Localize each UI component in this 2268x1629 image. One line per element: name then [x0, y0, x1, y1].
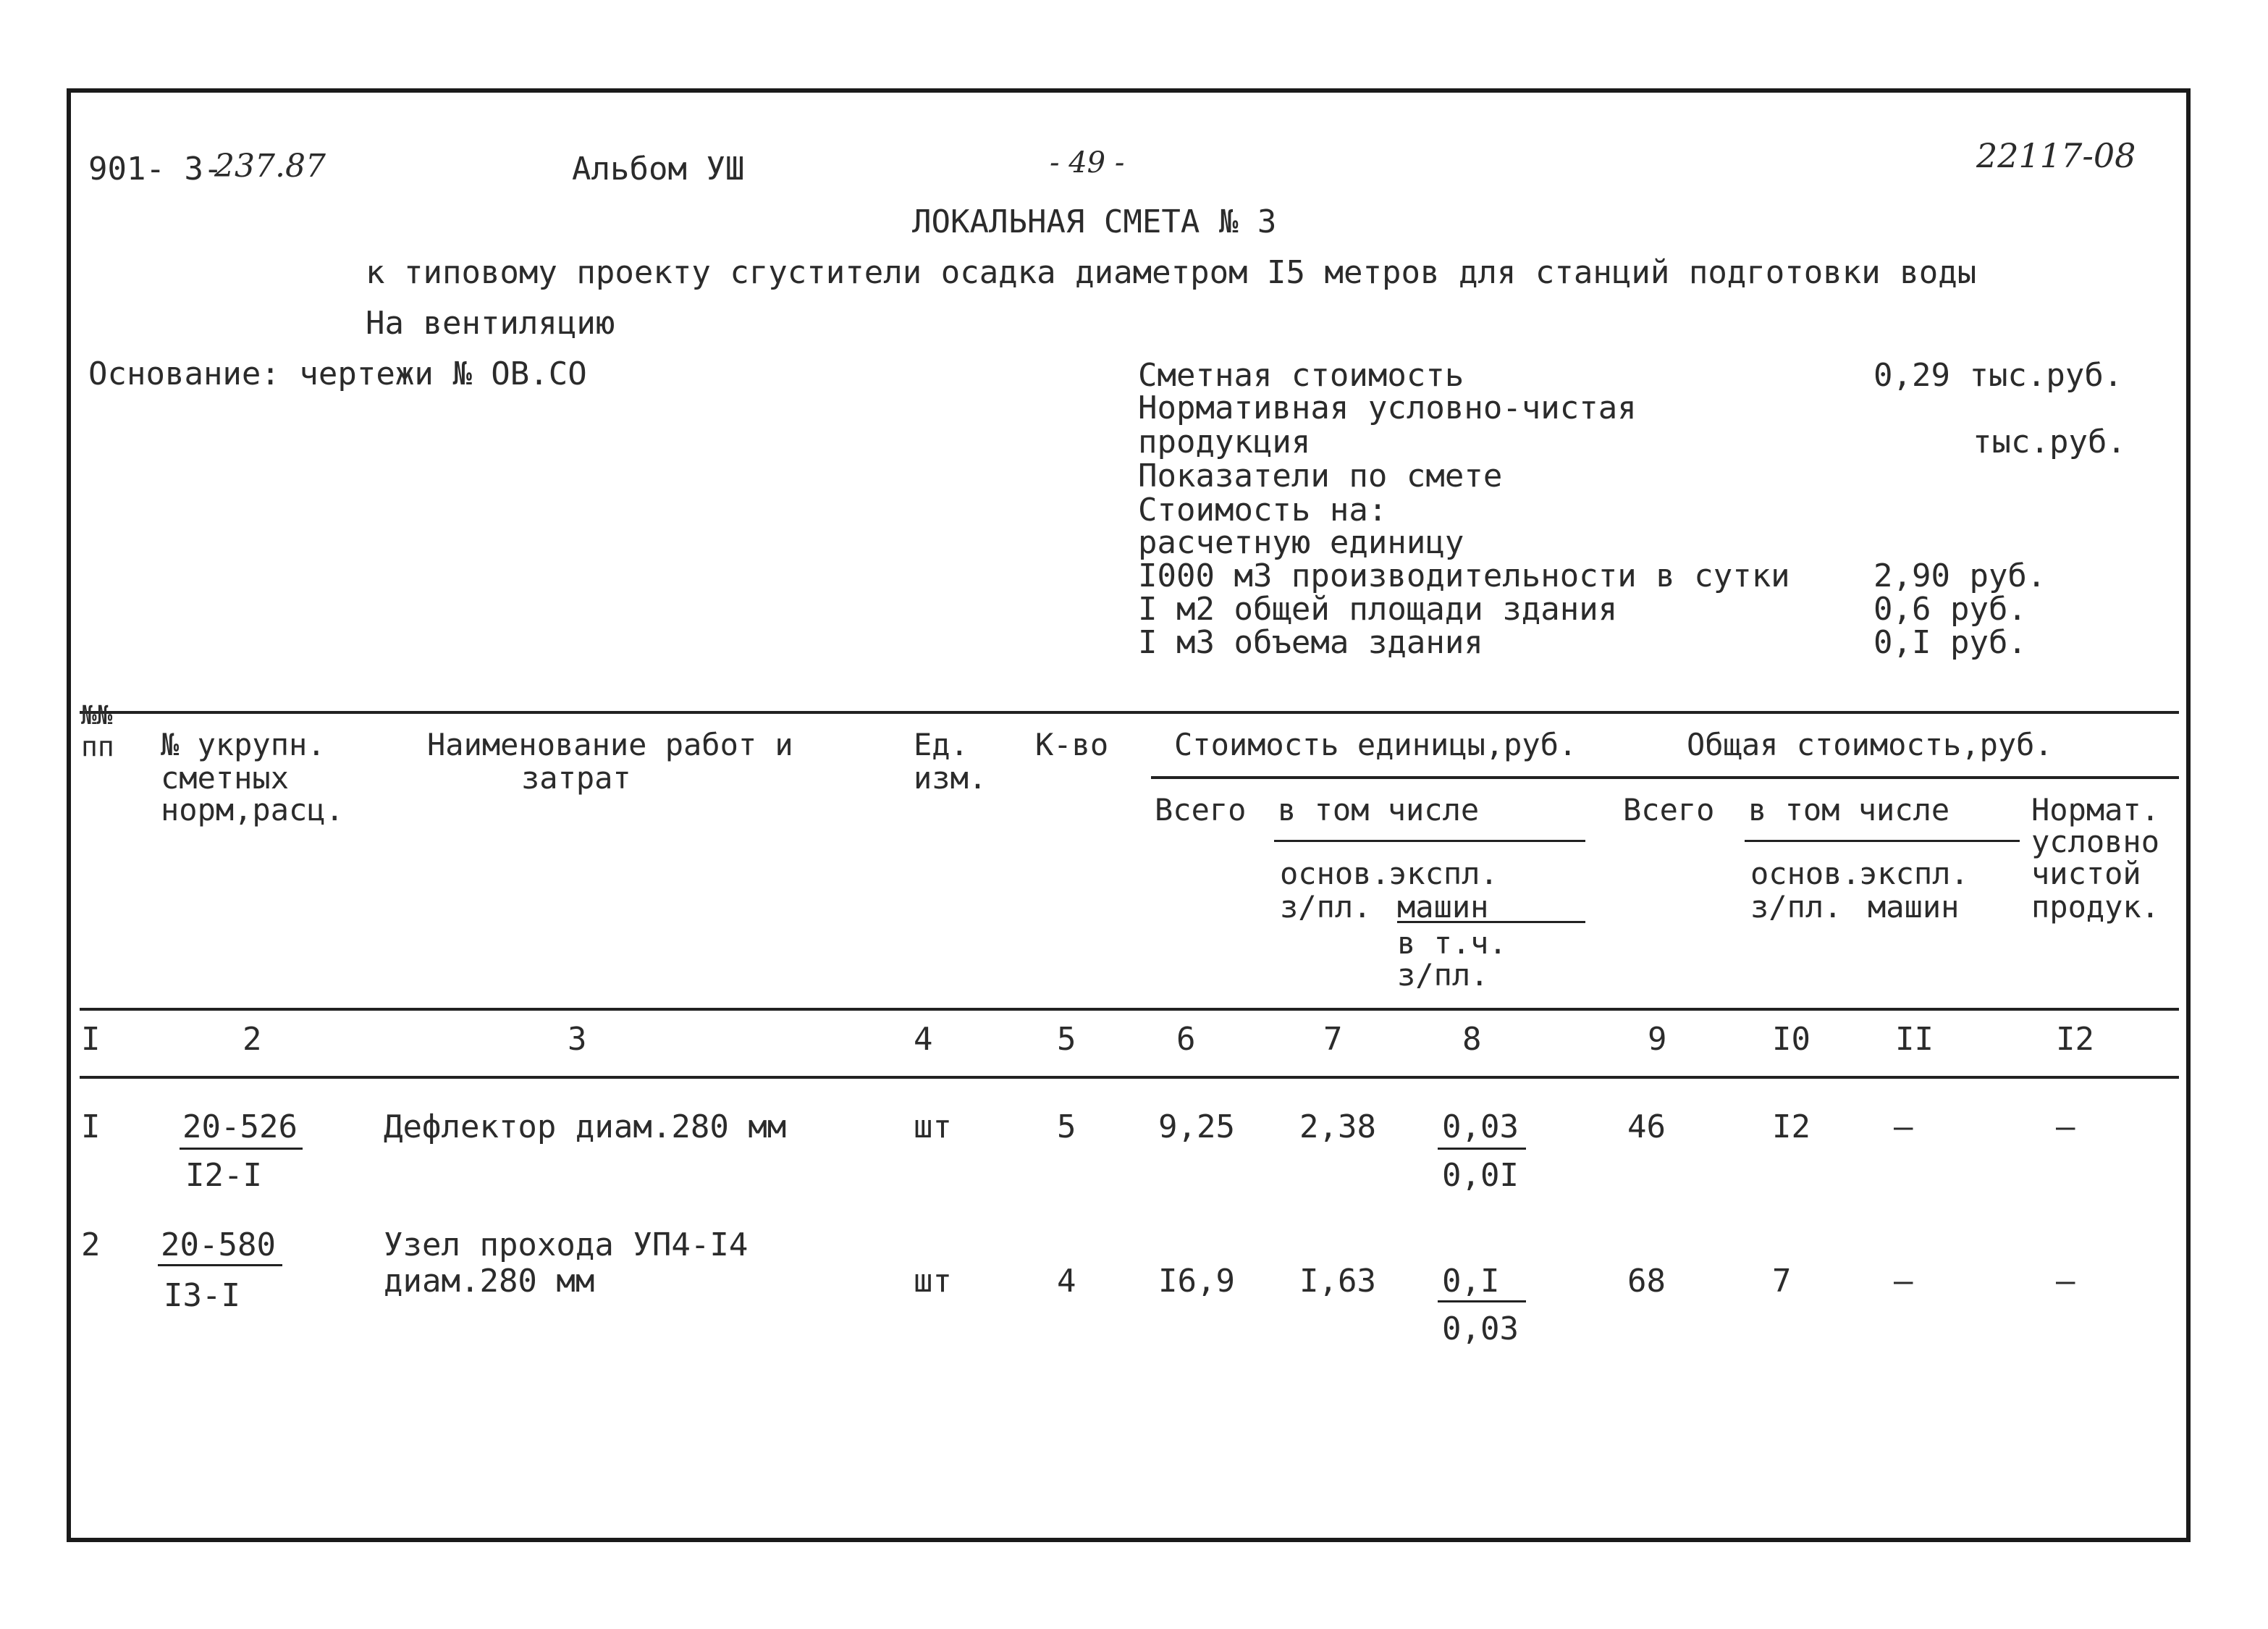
- machine-fraction-rule: [1438, 1300, 1526, 1302]
- column-number: 8: [1462, 1021, 1482, 1058]
- norm-product-header-4: продук.: [2031, 889, 2160, 925]
- total-cost-header: Общая стоимость,руб.: [1687, 727, 2053, 762]
- row-norm-bottom: I2-I: [185, 1157, 262, 1194]
- row-norm-top: 20-526: [182, 1108, 298, 1145]
- col-name-header-1: Наименование работ и: [427, 727, 793, 762]
- row-total-wage: 7: [1772, 1263, 1792, 1300]
- row-total: 46: [1627, 1108, 1666, 1145]
- normative-value: тыс.руб.: [1973, 424, 2126, 460]
- row-unit-machine: 0,03: [1442, 1108, 1519, 1145]
- row-unit-wage: 2,38: [1299, 1108, 1376, 1145]
- total-machine-header-2: машин: [1868, 889, 1960, 925]
- per-m3-label: I м3 объема здания: [1138, 624, 1483, 661]
- column-number: I: [81, 1021, 101, 1058]
- row-total-machine: –: [1894, 1108, 1913, 1145]
- unit-label: расчетную единицу: [1138, 524, 1464, 561]
- estimated-cost-value: 0,29 тыс.руб.: [1873, 357, 2123, 394]
- row-unit-wage: I,63: [1299, 1263, 1376, 1300]
- col-unit-header-1: Ед.: [914, 727, 969, 762]
- norm-fraction-rule: [158, 1264, 282, 1266]
- unit-machine-wage-header-1: в т.ч.: [1397, 925, 1507, 961]
- total-including-rule: [1745, 840, 2020, 842]
- row-qty: 5: [1057, 1108, 1076, 1145]
- row-norm-bottom: I3-I: [164, 1277, 240, 1314]
- row-name: Дефлектор диам.280 мм: [384, 1108, 787, 1145]
- row-qty: 4: [1057, 1263, 1076, 1300]
- album-label: Альбом УШ: [572, 151, 745, 188]
- row-norm-product: –: [2056, 1108, 2075, 1145]
- column-number: 2: [243, 1021, 262, 1058]
- indicators-label: Показатели по смете: [1138, 458, 1503, 494]
- per-1000m3-value: 2,90 руб.: [1873, 557, 2046, 594]
- per-m2-label: I м2 общей площади здания: [1138, 591, 1618, 628]
- unit-wage-header-2: з/пл.: [1280, 889, 1372, 925]
- unit-machine-wage-header-2: з/пл.: [1397, 957, 1489, 993]
- unit-wage-header-1: основ.: [1280, 856, 1390, 891]
- total-total-header: Всего: [1623, 792, 1715, 828]
- doc-code-handwritten: 237.87: [214, 148, 326, 185]
- column-number: 3: [568, 1021, 587, 1058]
- row-num: 2: [81, 1226, 101, 1263]
- norm-fraction-rule: [180, 1148, 303, 1150]
- unit-machine-header-1: экспл.: [1388, 856, 1498, 891]
- row-total: 68: [1627, 1263, 1666, 1300]
- row-unit-total: 9,25: [1158, 1108, 1235, 1145]
- row-norm-product: –: [2056, 1263, 2075, 1300]
- col-norm-header-1: № укрупн.: [161, 727, 326, 762]
- machine-fraction-rule: [1438, 1148, 1526, 1150]
- norm-product-header-2: условно: [2031, 824, 2160, 859]
- total-wage-header-2: з/пл.: [1750, 889, 1842, 925]
- row-name: Узел прохода УП4-I4: [384, 1226, 749, 1263]
- column-number: I0: [1772, 1021, 1810, 1058]
- row-unit-machine-wage: 0,0I: [1442, 1157, 1519, 1194]
- page-number: - 49 -: [1050, 146, 1125, 180]
- column-number: 4: [914, 1021, 933, 1058]
- column-number: 6: [1176, 1021, 1196, 1058]
- column-number: 5: [1057, 1021, 1076, 1058]
- col-unit-header-2: изм.: [914, 760, 987, 796]
- column-numbers-rule: [80, 1076, 2179, 1079]
- row-unit-machine-wage: 0,03: [1442, 1310, 1519, 1347]
- row-unit: шт: [914, 1108, 952, 1145]
- norm-product-header-1: Нормат.: [2031, 792, 2160, 828]
- total-including-header: в том числе: [1748, 792, 1950, 828]
- stamp-number: 22117-08: [1976, 136, 2136, 175]
- column-number: 9: [1648, 1021, 1667, 1058]
- row-num: I: [81, 1108, 101, 1145]
- unit-machine-header-2: машин: [1397, 889, 1489, 925]
- col-norm-header-2: сметных: [161, 760, 290, 796]
- norm-product-header-3: чистой: [2031, 856, 2141, 891]
- header-bottom-rule: [80, 1008, 2179, 1011]
- row-unit-machine: 0,I: [1442, 1263, 1500, 1300]
- col-num-header-1: №№: [81, 701, 113, 731]
- col-num-header-2: пп: [81, 731, 114, 762]
- cost-per-label: Стоимость на:: [1138, 492, 1388, 529]
- per-m3-value: 0,I руб.: [1873, 624, 2027, 661]
- row-unit: шт: [914, 1263, 952, 1300]
- normative-label-1: Нормативная условно-чистая: [1138, 390, 1637, 426]
- column-number: 7: [1323, 1021, 1343, 1058]
- cost-header-rule: [1151, 776, 2179, 779]
- row-norm-top: 20-580: [161, 1226, 276, 1263]
- estimated-cost-label: Сметная стоимость: [1138, 357, 1464, 394]
- total-wage-header-1: основ.: [1750, 856, 1860, 891]
- doc-subtitle: к типовому проекту сгустители осадка диаметром I5 метров для станций подготовки воды: [366, 254, 1977, 291]
- doc-code: 901- 3-: [88, 151, 223, 188]
- doc-title: ЛОКАЛЬНАЯ СМЕТА № 3: [912, 203, 1277, 240]
- col-qty-header: К-во: [1035, 727, 1109, 762]
- total-machine-header-1: экспл.: [1859, 856, 1969, 891]
- unit-cost-header: Стоимость единицы,руб.: [1174, 727, 1577, 762]
- column-number: II: [1895, 1021, 1934, 1058]
- normative-label-2: продукция: [1138, 424, 1311, 460]
- row-unit-total: I6,9: [1158, 1263, 1235, 1300]
- unit-total-header: Всего: [1155, 792, 1247, 828]
- unit-including-rule: [1274, 840, 1585, 842]
- basis-line: Основание: чертежи № ОВ.СО: [88, 355, 587, 392]
- per-m2-value: 0,6 руб.: [1873, 591, 2027, 628]
- column-number: I2: [2056, 1021, 2094, 1058]
- doc-section: На вентиляцию: [366, 305, 615, 342]
- col-norm-header-3: норм,расц.: [161, 792, 344, 828]
- row-total-machine: –: [1894, 1263, 1913, 1300]
- table-top-rule: [80, 711, 2179, 714]
- row-total-wage: I2: [1772, 1108, 1810, 1145]
- col-name-header-2: затрат: [521, 760, 631, 796]
- unit-including-header: в том числе: [1278, 792, 1480, 828]
- per-1000m3-label: I000 м3 производительности в сутки: [1138, 557, 1790, 594]
- row-name-cont: диам.280 мм: [384, 1263, 595, 1300]
